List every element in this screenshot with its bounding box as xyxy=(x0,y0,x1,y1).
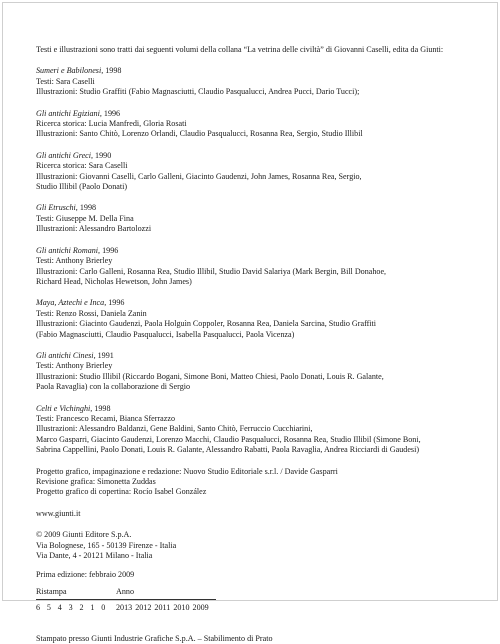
year-label: Anno xyxy=(116,586,134,596)
volume-credit-line: Illustrazioni: Studio Graffiti (Fabio Magnasciutti, Claudio Pasqualucci, Andrea Pucci, Dario Tucci); xyxy=(36,87,360,97)
volume-entry xyxy=(36,109,491,140)
volume-heading xyxy=(36,66,491,76)
volume-title: Maya, Aztechi e Inca xyxy=(36,298,105,308)
production-credits xyxy=(36,467,491,498)
volume-credit-line: Paola Ravaglia) con la collaborazione di Sergio xyxy=(36,382,191,392)
volume-entry xyxy=(36,298,491,340)
volume-credit-line: Testi: Anthony Brierley xyxy=(36,256,113,266)
reprint-table xyxy=(36,587,491,614)
volume-credit-line: (Fabio Magnasciutti, Claudio Pasqualucci, Isabella Pasqualucci, Paola Vicenza) xyxy=(36,329,295,339)
credit-line: Progetto grafico di copertina: Rocío Isabel González xyxy=(36,487,207,497)
volume-credit-line: Testi: Sara Caselli xyxy=(36,76,95,86)
volume-year: , 1996 xyxy=(104,298,125,308)
website: www.giunti.it xyxy=(36,508,81,518)
volume-credit-line: Testi: Giuseppe M. Della Fina xyxy=(36,213,134,223)
address-line: Via Bolognese, 165 - 50139 Firenze - Italia xyxy=(36,540,177,550)
volume-credit-line: Illustrazioni: Santo Chitò, Lorenzo Orlandi, Claudio Pasqualucci, Rosanna Rea, Sergio, Studio Illibil xyxy=(36,129,363,139)
volume-credit-line: Illustrazioni: Alessandro Baldanzi, Gene Baldini, Santo Chitò, Ferruccio Cucchiarini, xyxy=(36,424,313,434)
page xyxy=(2,2,498,643)
credit-line: Progetto grafico, impaginazione e redazione: Nuovo Studio Editoriale s.r.l. / Davide Gasparri xyxy=(36,466,338,476)
colophon xyxy=(36,45,491,644)
volume-heading xyxy=(36,151,491,161)
volume-credit-line: Ricerca storica: Sara Caselli xyxy=(36,161,128,171)
volume-title: Gli antichi Greci xyxy=(36,150,91,160)
volume-credit-line: Illustrazioni: Giacinto Gaudenzi, Paola Holguìn Coppoler, Rosanna Rea, Daniela Sarcina, Studio Graffiti xyxy=(36,319,377,329)
volume-entry xyxy=(36,151,491,193)
volume-year: , 1998 xyxy=(90,403,111,413)
edition-line: Prima edizione: febbraio 2009 xyxy=(36,570,135,580)
volume-entry xyxy=(36,351,491,393)
volume-credit-line: Illustrazioni: Giovanni Caselli, Carlo Galleni, Giacinto Gaudenzi, John James, Rosanna Rea, Sergio, xyxy=(36,171,362,181)
copyright-block xyxy=(36,530,491,561)
volume-credit-line: Illustrazioni: Studio Illibil (Riccardo Bogani, Simone Boni, Matteo Chiesi, Paolo Donati, Louis R. Galante, xyxy=(36,371,384,381)
volume-credit-line: Sabrina Cappellini, Paolo Donati, Louis R. Galante, Alessandro Rabatti, Paola Ravaglia, Andrea Ricciardi di Gaudesi) xyxy=(36,445,420,455)
volume-heading xyxy=(36,351,491,361)
volume-credit-line: Ricerca storica: Lucia Manfredi, Gloria Rosati xyxy=(36,119,187,129)
volume-entry xyxy=(36,404,491,456)
volume-credit-line: Studio Illibil (Paolo Donati) xyxy=(36,182,128,192)
volume-credit-line: Marco Gasparri, Giacinto Gaudenzi, Lorenzo Macchi, Claudio Pasqualucci, Rosanna Rea, Studio Illibil (Simone Boni, xyxy=(36,434,421,444)
source-volumes-list xyxy=(36,66,491,455)
volume-heading xyxy=(36,404,491,414)
volume-entry xyxy=(36,66,491,97)
volume-credit-line: Illustrazioni: Alessandro Bartolozzi xyxy=(36,224,152,234)
volume-credit-line: Testi: Anthony Brierley xyxy=(36,361,113,371)
address-line: Via Dante, 4 - 20121 Milano - Italia xyxy=(36,551,153,561)
volume-year: , 1998 xyxy=(101,66,122,76)
volume-heading xyxy=(36,109,491,119)
credit-line: Revisione grafica: Simonetta Zuddas xyxy=(36,477,156,486)
volume-heading xyxy=(36,298,491,308)
volume-credit-line: Illustrazioni: Carlo Galleni, Rosanna Rea, Studio Illibil, Studio David Salariya (Mark Bergin, Bill Donahoe, xyxy=(36,266,387,276)
reprint-digits: 6 5 4 3 2 1 0 xyxy=(36,603,108,613)
printer-line: Stampato presso Giunti Industrie Grafiche S.p.A. – Stabilimento di Prato xyxy=(36,633,273,643)
volume-title: Gli antichi Egiziani xyxy=(36,108,100,118)
volume-year: , 1996 xyxy=(99,108,121,118)
volume-heading xyxy=(36,203,491,213)
reprint-years: 2013 2012 2011 2010 2009 xyxy=(116,603,209,613)
volume-title: Gli Etruschi xyxy=(36,203,76,213)
volume-entry xyxy=(36,203,491,234)
reprint-label: Ristampa xyxy=(36,586,67,596)
volume-year: , 1998 xyxy=(75,203,97,213)
copyright-line: © 2009 Giunti Editore S.p.A. xyxy=(36,530,132,540)
volume-title: Gli antichi Cinesi xyxy=(36,350,94,360)
volume-year: , 1990 xyxy=(91,150,112,160)
volume-title: Sumeri e Babilonesi xyxy=(36,66,102,76)
volume-credit-line: Testi: Francesco Recami, Bianca Sferrazzo xyxy=(36,413,175,423)
volume-heading xyxy=(36,246,491,256)
volume-title: Gli antichi Romani xyxy=(36,245,99,255)
volume-title: Celti e Vichinghi xyxy=(36,403,91,413)
volume-credit-line: Richard Head, Nicholas Hewetson, John James) xyxy=(36,276,192,286)
volume-year: , 1991 xyxy=(93,350,114,360)
intro-text: Testi e illustrazioni sono tratti dai seguenti volumi della collana “La vetrina delle civiltà” di Giovanni Caselli, edita da Giunti: xyxy=(36,45,444,54)
volume-year: , 1996 xyxy=(98,245,119,255)
reprint-rule xyxy=(36,599,216,600)
volume-entry xyxy=(36,246,491,288)
volume-credit-line: Testi: Renzo Rossi, Daniela Zanin xyxy=(36,308,147,318)
